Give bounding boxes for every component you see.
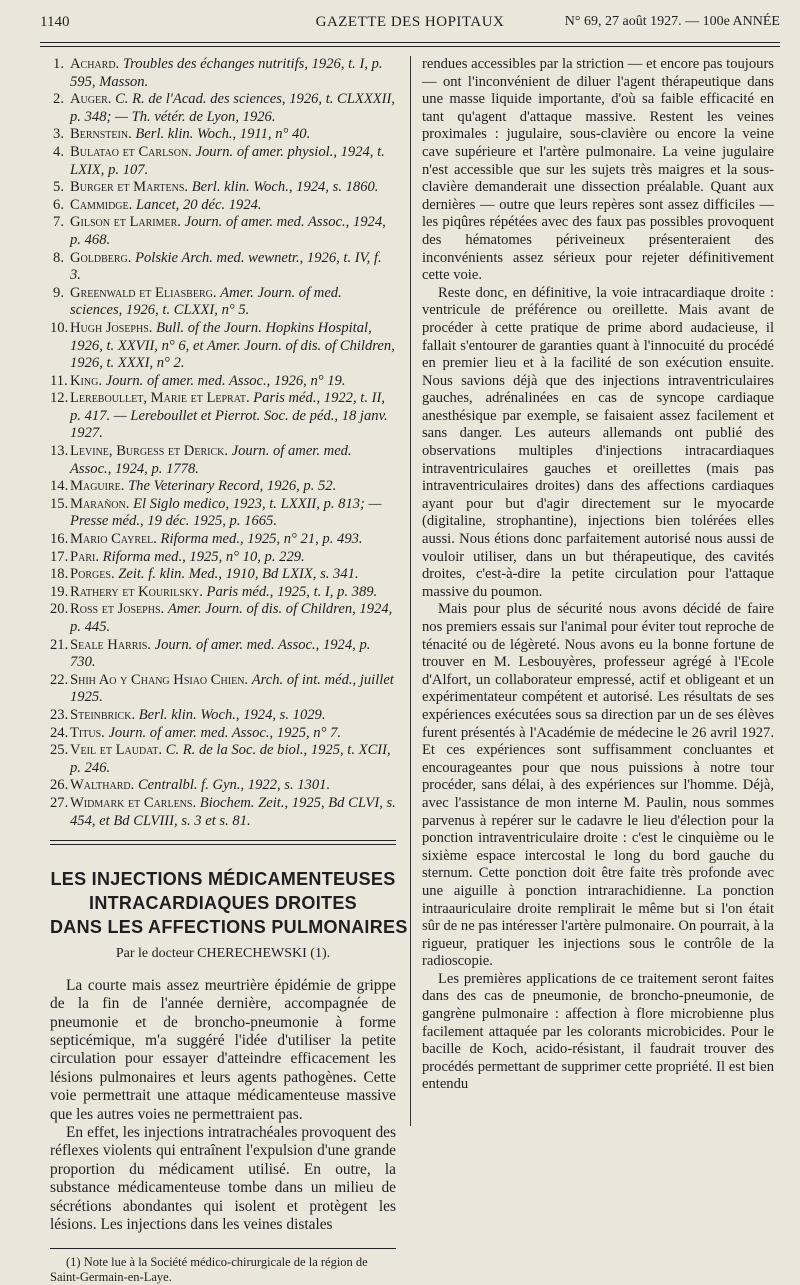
reference-item — [50, 672, 396, 707]
reference-author: Porges. — [70, 566, 115, 583]
footnote-rule — [50, 1248, 396, 1249]
reference-author: Widmark et Carlens. — [70, 794, 197, 811]
byline: Par le docteur CHERECHEWSKI (1). — [115, 946, 331, 962]
reference-item — [50, 478, 396, 496]
right-column — [422, 56, 774, 1094]
reference-number: 12. — [50, 390, 69, 407]
reference-number: 24. — [50, 724, 69, 741]
reference-number: 27. — [50, 794, 69, 811]
reference-author: Maguire. — [70, 478, 125, 495]
reference-number: 6. — [53, 196, 64, 213]
reference-author: Veil et Laudat. — [70, 742, 163, 759]
reference-source: Paris méd., 1922, t. II, p. 417. — Lereboullet et Pierrot. Soc. de péd., 18 janv. 1927. — [70, 390, 388, 442]
reference-item — [50, 443, 396, 478]
reference-author: Rathery et Kourilsky. — [70, 583, 203, 600]
reference-number: 18. — [50, 566, 69, 583]
reference-number: 26. — [50, 777, 69, 794]
paragraph: Reste donc, en définitive, la voie intracardiaque droite : ventricule de préférence ou oreillette. Mais avant de procéder à cette pratique de prime abord audacieuse, il fallait s'entourer de garanties quant à l'innocuité du procédé en premier lieu et à la facilité de son exécution ensuite. Nous savions déjà que des injections intraventriculaires gauches, adrénalinées en cas de syncope cardiaque anesthésique par exemple, se faisaient assez facilement et sans danger. Les auteurs allemands ont publié des observations multiples d'injections intracardiaques intraventriculaires gauches et oreillettes (mais pas intraventriculaires droites) dans des affections cardiaques ayant pour but d'agir directement sur le myocarde (digitaline, strophantine), injections bien tolérées elles aussi. Nous étions donc parfaitement autorisé nous aussi de vouloir utiliser, dans un but thérapeutique, des cavités droites, c'est-à-dire la petite circulation pour l'attaque massive du poumon. — [422, 284, 774, 600]
paragraph: Mais pour plus de sécurité nous avons décidé de faire nos premiers essais sur l'animal pour éviter tout reproche de ténacité ou de légèreté. Nous avons eu la bonne fortune de trouver en M. Lesbouyères, professeur agrégé à l'Ecole d'Alfort, un collaborateur empressé, actif et obligeant et un expérimentateur compétent et autorisé. Les résultats de ses expériences exécutées sous sa direction par un de ses élèves furent présentés à l'Académie de médecine le 26 avril 1927. Et ces expériences sont suffisamment concluantes et encourageantes pour que nous puissions à notre tour procéder, sans délai, à des expériences sur l'homme. Déjà, avec l'assistance de mon interne M. Paulin, nous sommes parvenus à repérer sur le cadavre le lieu d'élection pour la ponction intraventriculaire droite : c'est le cinquième ou le sixième espace intercostal le long du bord gauche du sternum. Cette ponction doit être faite très profonde avec une aiguille à ponction intrarachidienne. La ponction intraauriculaire droite remplirait le même but si l'on était sûr de ne pas intéresser l'artère pulmonaire. On pourrait, à la rigueur, pratiquer les injections sous le contrôle de la radioscopie. — [422, 601, 774, 970]
reference-number: 21. — [50, 636, 69, 653]
article-title-line: INTRACARDIAQUES DROITES — [89, 893, 357, 914]
reference-author: Burger et Martens. — [70, 179, 189, 196]
reference-source: Troubles des échanges nutritifs, 1926, t. I, p. 595, Masson. — [70, 56, 383, 90]
reference-item — [50, 91, 396, 126]
reference-number: 15. — [50, 495, 69, 512]
reference-source: C. R. de la Soc. de biol., 1925, t. XCII, p. 246. — [70, 742, 391, 776]
reference-item — [50, 707, 396, 725]
reference-number: 16. — [50, 531, 69, 548]
reference-number: 5. — [53, 179, 64, 196]
reference-item — [50, 549, 396, 567]
left-column — [50, 56, 408, 1285]
reference-source: Berl. klin. Woch., 1924, s. 1860. — [191, 179, 379, 196]
reference-number: 23. — [50, 706, 69, 723]
reference-source: Amer. Journ. of med. sciences, 1926, t. CLXXI, n° 5. — [70, 284, 342, 319]
reference-item — [50, 566, 396, 584]
reference-item — [50, 777, 396, 795]
reference-source: The Veterinary Record, 1926, p. 52. — [128, 478, 337, 495]
reference-author: Bulatao et Carlson. — [70, 143, 192, 160]
reference-author: Shih Ao y Chang Hsiao Chien. — [70, 671, 249, 688]
reference-source: C. R. de l'Acad. des sciences, 1926, t. CLXXXII, p. 348; — Th. vétér. de Lyon, 1926. — [70, 91, 396, 125]
reference-source: El Siglo medico, 1923, t. LXXII, p. 813; — Presse méd., 19 déc. 1925, p. 1665. — [70, 495, 382, 530]
reference-author: Marañon. — [70, 495, 130, 512]
reference-source: Berl. klin. Woch., 1911, n° 40. — [135, 126, 311, 143]
reference-author: Ross et Josephs. — [70, 601, 165, 618]
reference-item — [50, 179, 396, 197]
reference-number: 4. — [53, 143, 64, 160]
reference-item — [50, 584, 396, 602]
reference-source: Polskie Arch. med. wewnetr., 1926, t. IV, f. 3. — [70, 249, 382, 284]
reference-source: Arch. of int. méd., juillet 1925. — [70, 671, 394, 706]
header-rule-second — [40, 46, 780, 47]
reference-item — [50, 126, 396, 144]
column-divider — [410, 56, 411, 1126]
reference-number: 25. — [50, 742, 69, 759]
reference-number: 10. — [50, 319, 69, 336]
article-title-line: LES INJECTIONS MÉDICAMENTEUSES — [50, 869, 396, 890]
reference-author: Seale Harris. — [70, 636, 151, 653]
reference-source: Journ. of amer. physiol., 1924, t. LXIX, p. 107. — [70, 143, 385, 178]
reference-item — [50, 214, 396, 249]
reference-item — [50, 285, 396, 320]
reference-number: 22. — [50, 671, 69, 688]
reference-number: 1. — [53, 56, 64, 72]
reference-source: Riforma med., 1925, n° 21, p. 493. — [160, 531, 363, 548]
reference-item — [50, 725, 396, 743]
reference-author: Cammidge. — [70, 196, 133, 213]
reference-author: Gilson et Larimer. — [70, 214, 181, 231]
reference-item — [50, 320, 396, 373]
footnote: (1) Note lue à la Société médico-chirurgicale de la région de Saint-Germain-en-Laye. — [50, 1255, 368, 1285]
reference-author: Lereboullet, Marie et Leprat. — [70, 390, 250, 407]
reference-number: 13. — [50, 443, 69, 460]
article-title-line: DANS LES AFFECTIONS PULMONAIRES — [50, 917, 408, 938]
reference-author: Steinbrick. — [70, 706, 136, 723]
reference-number: 19. — [50, 583, 69, 600]
reference-source: Journ. of amer. med. Assoc., 1926, n° 19. — [105, 372, 346, 389]
reference-source: Amer. Journ. of dis. of Children, 1924, p. 445. — [70, 601, 393, 635]
reference-item — [50, 742, 396, 777]
reference-item — [50, 795, 396, 830]
article-body-left — [50, 977, 396, 1235]
reference-item — [50, 531, 396, 549]
paragraph: Les premières applications de ce traitement seront faites dans des cas de pneumonie, de broncho-pneumonie, de gangrène pulmonaire : affection à flore microbienne plus facilement attaquée par les colorants microbicides. Pour le bacille de Koch, acido-résistant, il faudrait trouver des procédés permettant de supprimer cette propriété. Il est bien entendu — [422, 970, 774, 1093]
reference-source: Centralbl. f. Gyn., 1922, s. 1301. — [137, 777, 331, 794]
reference-item — [50, 496, 396, 531]
reference-number: 20. — [50, 601, 69, 618]
reference-number: 3. — [53, 126, 64, 143]
section-separator — [50, 840, 396, 845]
reference-item — [50, 144, 396, 179]
reference-item — [50, 373, 396, 391]
reference-author: Bernstein. — [70, 126, 132, 143]
reference-number: 17. — [50, 548, 69, 565]
issue-info: N° 69, 27 août 1927. — 100e ANNÉE — [564, 14, 780, 29]
paragraph: rendues accessibles par la striction — et encore pas toujours — ont l'inconvénient de diluer l'agent thérapeutique dans une masse liquide importante, d'où sa faible efficacité en tant qu'agent d'attaque massive. Restent les veines proximales : jugulaire, sous-clavière ou encore la veine cave supérieure et l'artère pulmonaire. La veine jugulaire n'est accessible que sur les sujets très maigres et la sous-clavière demanderait une dissection préalable. Quant aux dernières — outre que leurs repères sont assez difficiles — les piqûres répétées avec des faux pas possibles provoquent des hématomes périveineux présenteraient des inconvénients assez sérieux pour rejeter définitivement cette voie. — [422, 56, 774, 284]
reference-number: 8. — [53, 249, 64, 266]
reference-item — [50, 197, 396, 215]
reference-author: Mario Cayrel. — [70, 531, 157, 548]
reference-source: Berl. klin. Woch., 1924, s. 1029. — [138, 706, 326, 723]
reference-author: Achard. — [70, 56, 120, 72]
article-title — [50, 867, 408, 939]
reference-author: King. — [70, 372, 102, 389]
reference-author: Auger. — [70, 91, 112, 108]
reference-source: Journ. of amer. med. Assoc., 1924, p. 1778. — [70, 443, 352, 477]
reference-item — [50, 601, 396, 636]
page-header — [40, 14, 780, 36]
reference-number: 9. — [53, 284, 64, 301]
reference-source: Bull. of the Journ. Hopkins Hospital, 1926, t. XXVII, n° 6, et Amer. Journ. of dis. of Children, 1926, t. XXXI, n° 2. — [70, 319, 395, 372]
reference-source: Riforma med., 1925, n° 10, p. 229. — [102, 548, 305, 565]
reference-author: Walthard. — [70, 777, 135, 794]
reference-source: Zeit. f. klin. Med., 1910, Bd LXIX, s. 341. — [118, 566, 359, 583]
reference-item — [50, 56, 396, 91]
reference-item — [50, 637, 396, 672]
reference-number: 11. — [50, 372, 68, 389]
reference-author: Hugh Josephs. — [70, 319, 153, 336]
page-number: 1140 — [40, 14, 70, 30]
reference-source: Journ. of amer. med. Assoc., 1924, p. 730. — [70, 636, 371, 671]
reference-item — [50, 390, 396, 443]
reference-source: Paris méd., 1925, t. I, p. 389. — [206, 583, 378, 600]
reference-number: 2. — [53, 91, 64, 108]
reference-number: 14. — [50, 478, 69, 495]
paragraph: La courte mais assez meurtrière épidémie de grippe de la fin de l'année dernière, accompagnée de pneumonie et de broncho-pneumonie à forme septicémique, m'a suggéré l'idée d'utiliser la petite circulation pour essayer d'atteindre efficacement les lésions pulmonaires et leurs agents pathogènes. Cette voie permettrait une attaque médicamenteuse massive que les autres voies ne permettraient pas. — [50, 976, 396, 1123]
reference-list — [50, 56, 396, 830]
reference-author: Goldberg. — [70, 249, 132, 266]
journal-title: GAZETTE DES HOPITAUX — [315, 14, 505, 30]
paragraph: En effet, les injections intratrachéales provoquent des réflexes violents qui entraînent l'expulsion d'une grande proportion du médicament utilisé. En outre, la substance médicamenteuse tombe dans un milieu de sécrétions abondantes qui isolent et protègent les lésions. Les injections dans les veines distales — [50, 1123, 396, 1233]
reference-source: Journ. of amer. med. Assoc., 1925, n° 7. — [108, 724, 342, 741]
reference-author: Levine, Burgess et Derick. — [70, 443, 228, 460]
reference-author: Pari. — [70, 548, 99, 565]
reference-author: Greenwald et Eliasberg. — [70, 284, 217, 301]
reference-source: Journ. of amer. med. Assoc., 1924, p. 468. — [70, 214, 386, 248]
reference-number: 7. — [53, 214, 64, 231]
header-rule — [40, 42, 780, 43]
reference-source: Lancet, 20 déc. 1924. — [135, 196, 262, 213]
reference-author: Titus. — [70, 724, 105, 741]
reference-source: Biochem. Zeit., 1925, Bd CLVI, s. 454, et Bd CLVIII, s. 3 et s. 81. — [70, 794, 396, 829]
reference-item — [50, 250, 396, 285]
